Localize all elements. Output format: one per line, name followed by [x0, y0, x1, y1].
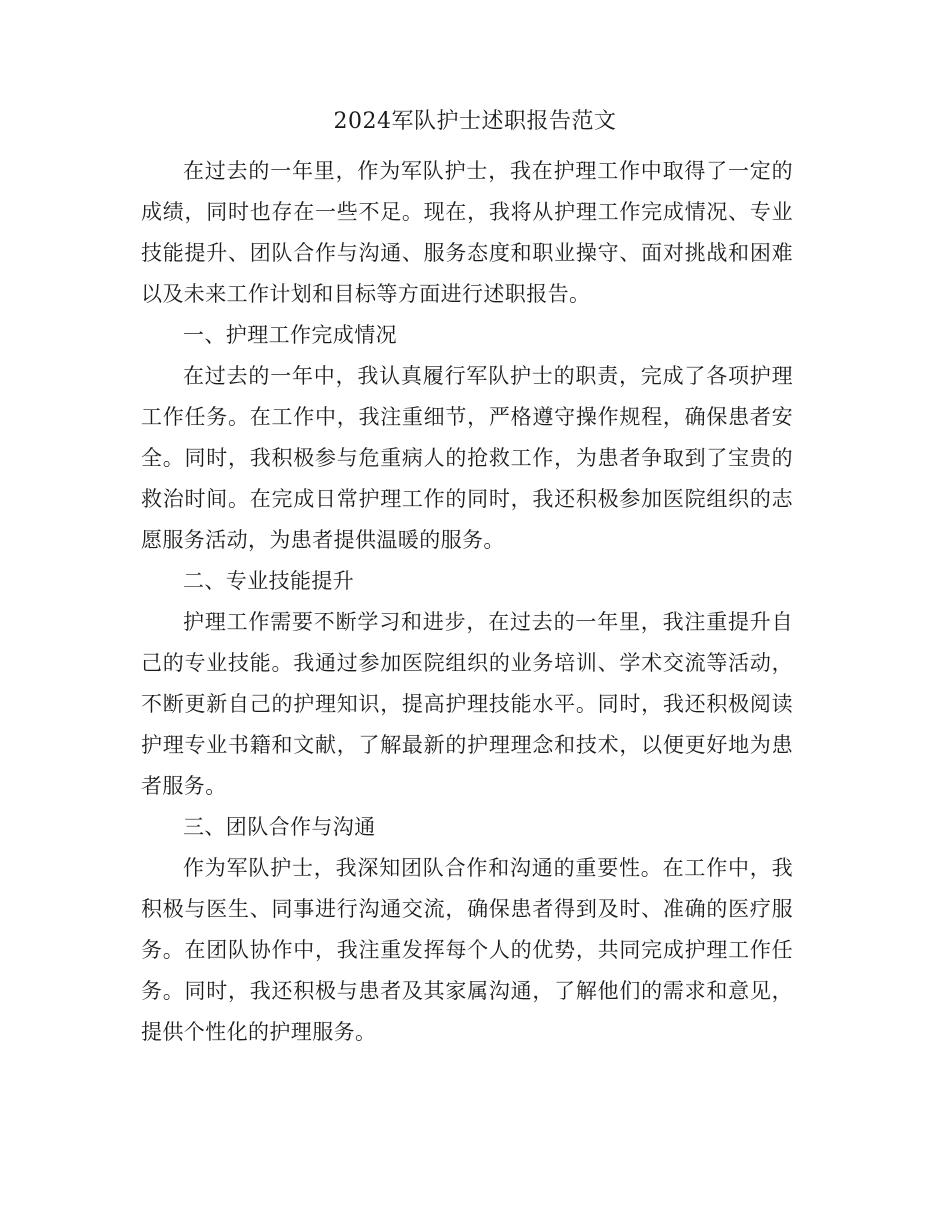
section-heading-2: 二、专业技能提升	[183, 569, 355, 593]
section-heading-3: 三、团队合作与沟通	[183, 815, 376, 839]
document-title: 2024军队护士述职报告范文	[333, 109, 617, 134]
section-paragraph-1: 在过去的一年中，我认真履行军队护士的职责，完成了各项护理工作任务。在工作中，我注重细节，严格遵守操作规程，确保患者安全。同时，我积极参与危重病人的抢救工作，为患者争取到了宝贵的救治时间。在完成日常护理工作的同时，我还积极参加医院组织的志愿服务活动，为患者提供温暖的服务。	[141, 364, 793, 552]
section-paragraph-3: 作为军队护士，我深知团队合作和沟通的重要性。在工作中，我积极与医生、同事进行沟通交流，确保患者得到及时、准确的医疗服务。在团队协作中，我注重发挥每个人的优势，共同完成护理工作任务。同时，我还积极与患者及其家属沟通，了解他们的需求和意见，提供个性化的护理服务。	[141, 856, 793, 1044]
intro-paragraph: 在过去的一年里，作为军队护士，我在护理工作中取得了一定的成绩，同时也存在一些不足。现在，我将从护理工作完成情况、专业技能提升、团队合作与沟通、服务态度和职业操守、面对挑战和困难以及未来工作计划和目标等方面进行述职报告。	[141, 159, 793, 306]
section-paragraph-2: 护理工作需要不断学习和进步，在过去的一年里，我注重提升自己的专业技能。我通过参加医院组织的业务培训、学术交流等活动，不断更新自己的护理知识，提高护理技能水平。同时，我还积极阅读护理专业书籍和文献，了解最新的护理理念和技术，以便更好地为患者服务。	[141, 610, 793, 798]
document-body	[141, 151, 793, 1053]
section-heading-1: 一、护理工作完成情况	[183, 323, 397, 347]
